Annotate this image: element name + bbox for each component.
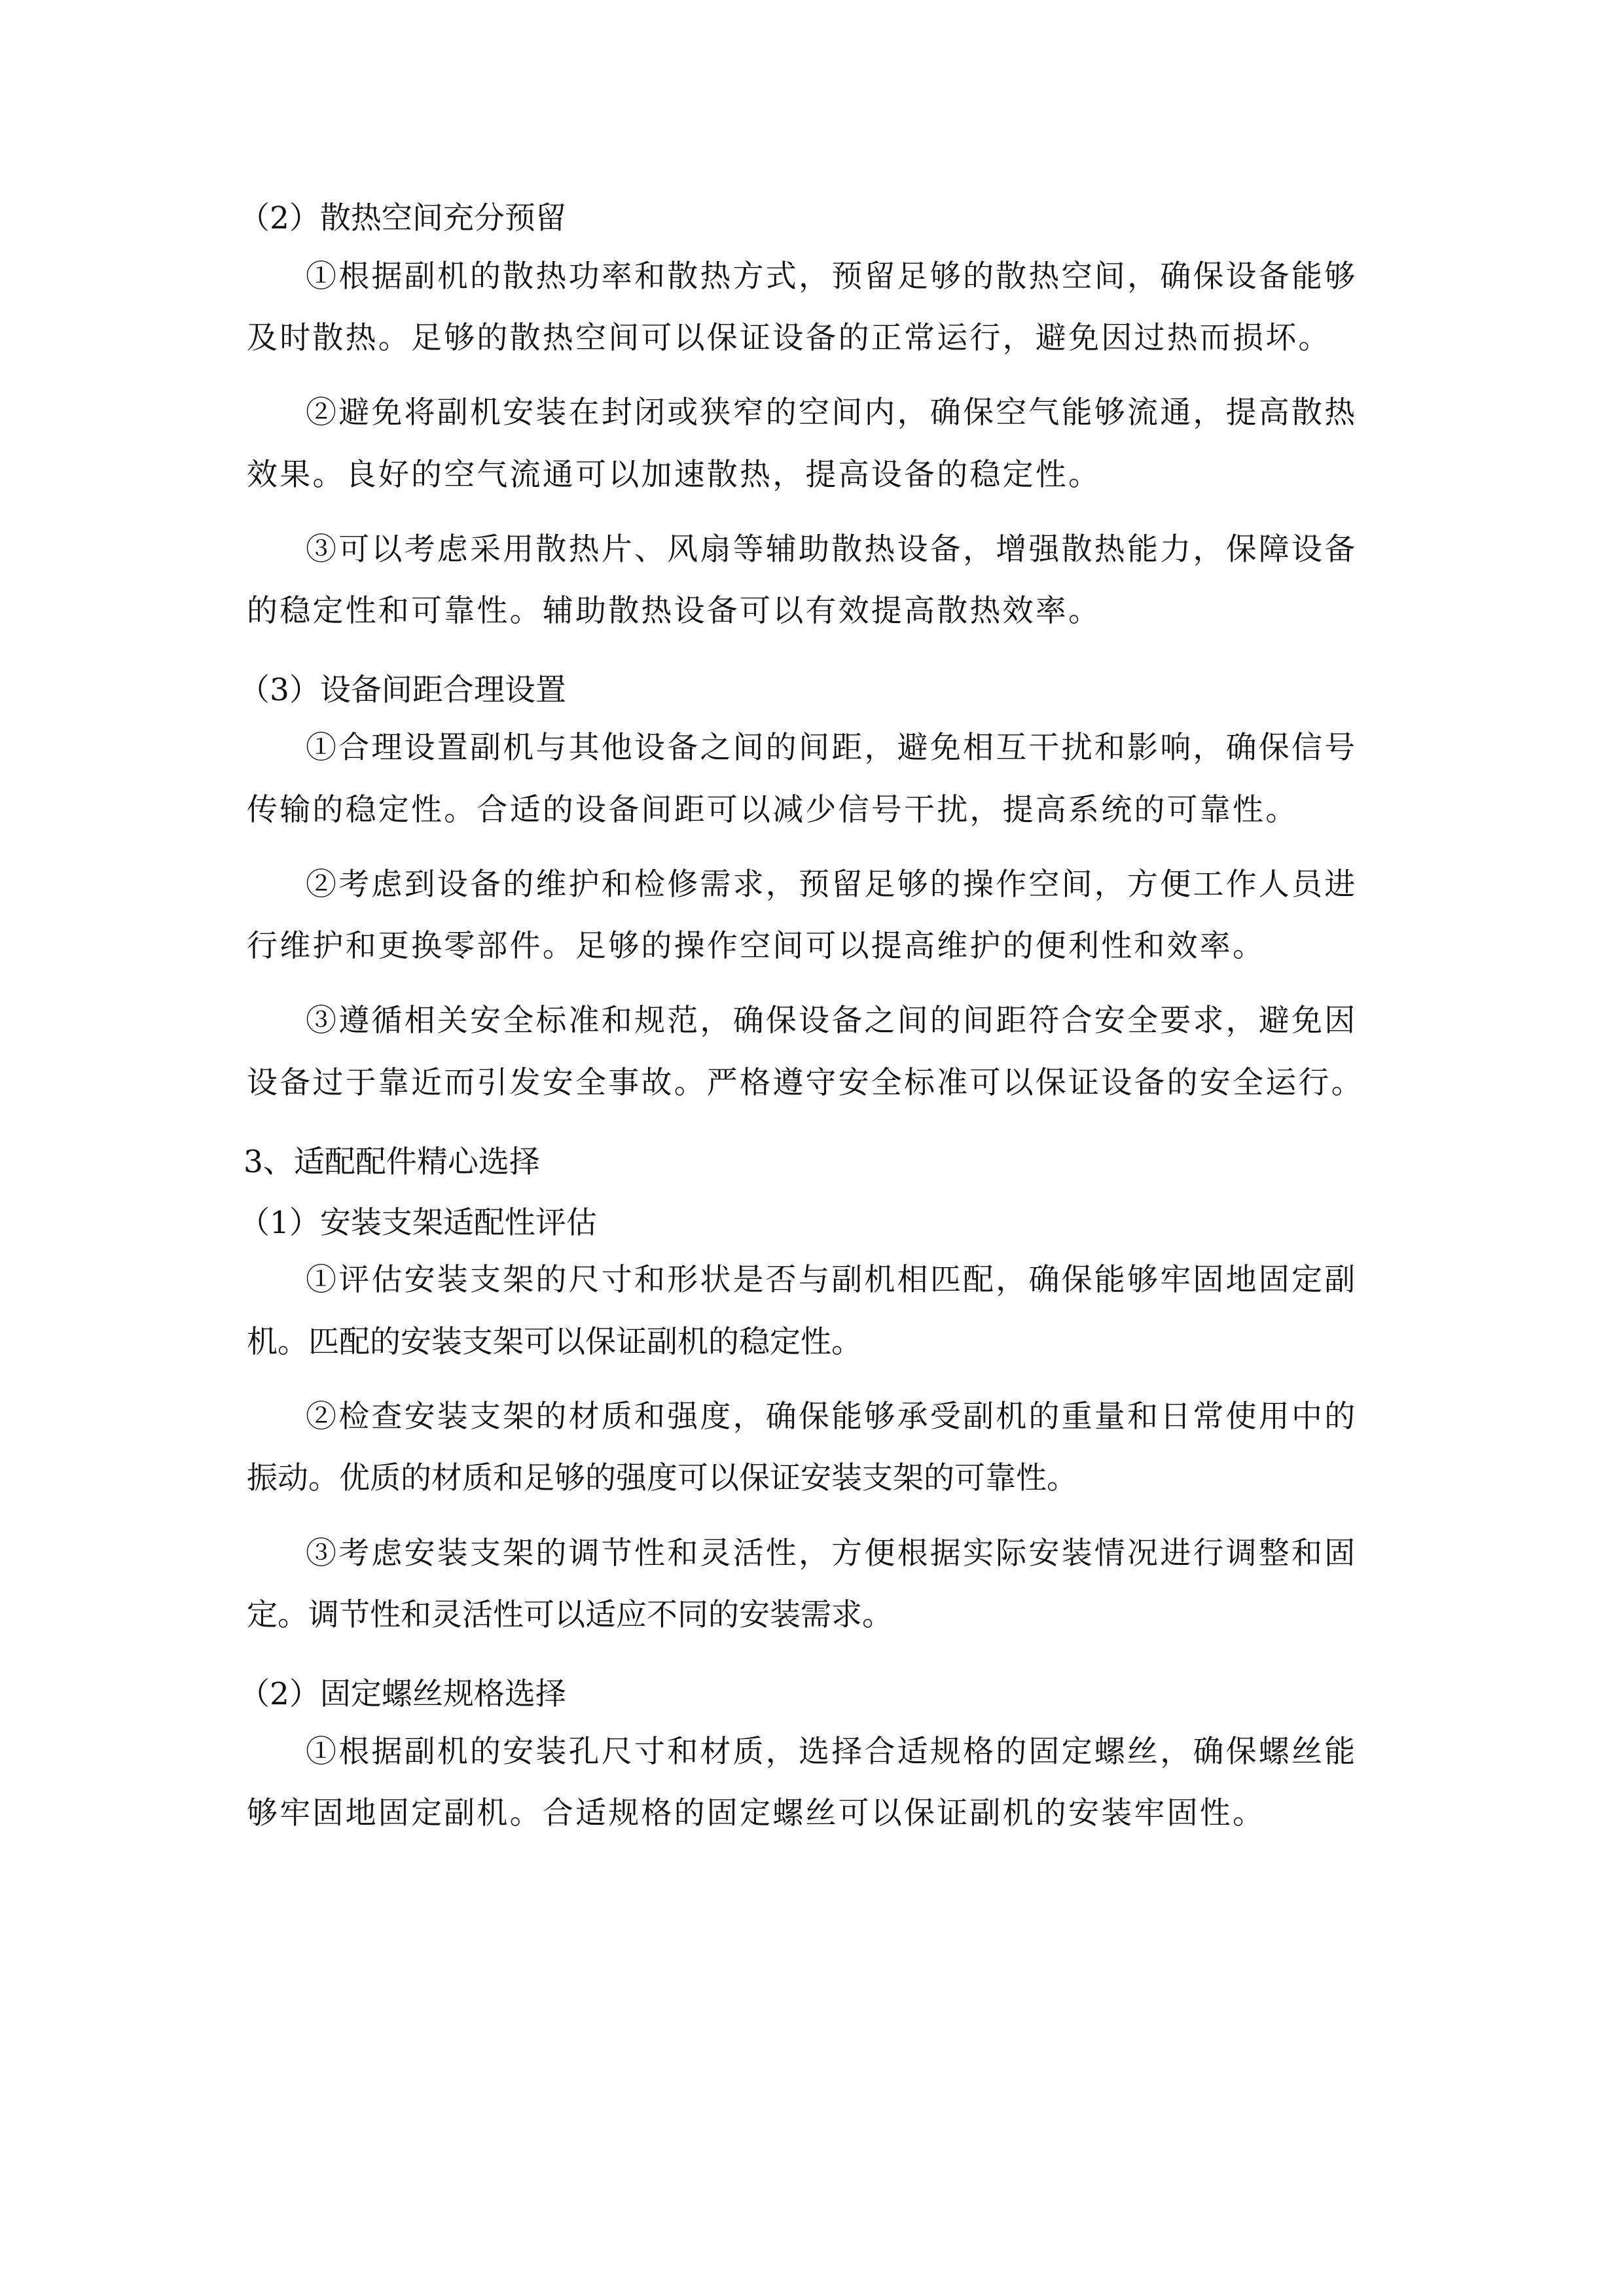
paragraph-line: 行维护和更换零部件。足够的操作空间可以提高维护的便利性和效率。: [247, 928, 1266, 964]
paragraph-line: 的稳定性和可靠性。辅助散热设备可以有效提高散热效率。: [247, 593, 1102, 629]
paragraph-line: ②检查安装支架的材质和强度，确保能够承受副机的重量和日常使用中的: [306, 1399, 1358, 1435]
paragraph-line: 设备过于靠近而引发安全事故。严格遵守安全标准可以保证设备的安全运行。: [247, 1065, 1364, 1101]
paragraph-line: 传输的稳定性。合适的设备间距可以减少信号干扰，提高系统的可靠性。: [247, 792, 1299, 828]
paragraph-line: ①根据副机的散热功率和散热方式，预留足够的散热空间，确保设备能够: [306, 259, 1358, 295]
section-heading-heat-dissipation: （2）散热空间充分预留: [239, 200, 566, 236]
paragraph-line: 定。调节性和灵活性可以适应不同的安装需求。: [247, 1597, 893, 1633]
section-heading-equipment-spacing: （3）设备间距合理设置: [239, 672, 566, 708]
paragraph-line: ③考虑安装支架的调节性和灵活性，方便根据实际安装情况进行调整和固: [306, 1535, 1358, 1571]
section-heading-accessories: 3、适配配件精心选择: [244, 1144, 540, 1180]
paragraph-line: ①评估安装支架的尺寸和形状是否与副机相匹配，确保能够牢固地固定副: [306, 1262, 1358, 1298]
paragraph-line: ③可以考虑采用散热片、风扇等辅助散热设备，增强散热能力，保障设备: [306, 531, 1358, 567]
paragraph-line: 机。匹配的安装支架可以保证副机的稳定性。: [247, 1324, 862, 1360]
paragraph-line: ①合理设置副机与其他设备之间的间距，避免相互干扰和影响，确保信号: [306, 730, 1358, 766]
paragraph-line: 及时散热。足够的散热空间可以保证设备的正常运行，避免因过热而损坏。: [247, 320, 1331, 356]
paragraph-line: 振动。优质的材质和足够的强度可以保证安装支架的可靠性。: [247, 1460, 1077, 1496]
paragraph-line: ③遵循相关安全标准和规范，确保设备之间的间距符合安全要求，避免因: [306, 1003, 1358, 1039]
paragraph-line: 够牢固地固定副机。合适规格的固定螺丝可以保证副机的安装牢固性。: [247, 1795, 1266, 1831]
paragraph-line: 效果。良好的空气流通可以加速散热，提高设备的稳定性。: [247, 457, 1102, 493]
paragraph-line: ②考虑到设备的维护和检修需求，预留足够的操作空间，方便工作人员进: [306, 867, 1358, 903]
section-heading-screw-selection: （2）固定螺丝规格选择: [239, 1676, 566, 1712]
section-heading-bracket-evaluation: （1）安装支架适配性评估: [239, 1205, 597, 1241]
paragraph-line: ②避免将副机安装在封闭或狭窄的空间内，确保空气能够流通，提高散热: [306, 395, 1358, 431]
paragraph-line: ①根据副机的安装孔尺寸和材质，选择合适规格的固定螺丝，确保螺丝能: [306, 1734, 1358, 1770]
